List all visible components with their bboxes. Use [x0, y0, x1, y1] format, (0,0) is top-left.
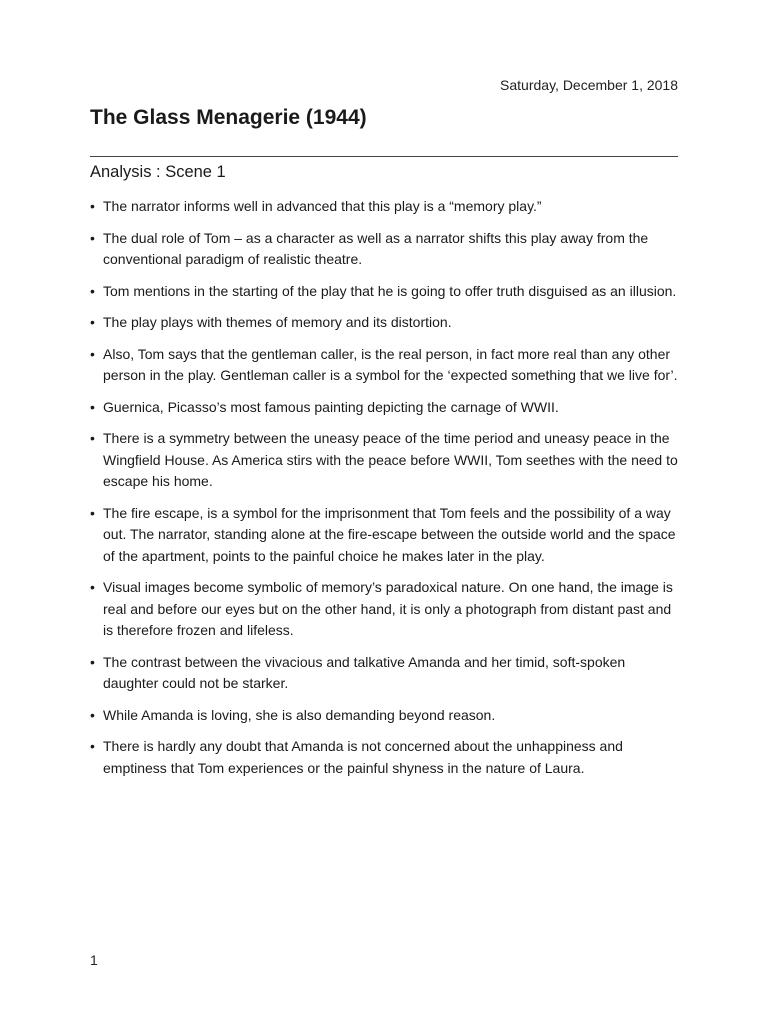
bullet-mark: • [90, 282, 95, 299]
bullet-mark: • [90, 579, 95, 595]
bullet-item [90, 736, 682, 779]
bullet-item [90, 428, 682, 493]
document-title: The Glass Menagerie (1944) [90, 106, 367, 129]
bullet-text: Visual images become symbolic of memory’s paradoxical nature. On one hand, the image is real and before our eyes but on the other hand, it is only a photograph from distant past and is therefore frozen and lifeless. [103, 579, 673, 638]
bullet-text: There is hardly any doubt that Amanda is not concerned about the unhappiness and emptiness that Tom experiences or the painful shyness in the nature of Laura. [103, 738, 623, 776]
bullet-mark: • [90, 430, 95, 446]
bullet-text: The narrator informs well in advanced that this play is a “memory play.” [103, 198, 542, 214]
bullet-text: The dual role of Tom – as a character as well as a narrator shifts this play away from the conventional paradigm of realistic theatre. [103, 229, 649, 267]
bullet-item [90, 344, 682, 387]
document-date: Saturday, December 1, 2018 [500, 77, 678, 93]
bullet-text: The play plays with themes of memory and its distortion. [103, 314, 452, 330]
bullet-list [90, 196, 682, 789]
bullet-text: The fire escape, is a symbol for the imprisonment that Tom feels and the possibility of a way out. The narrator, standing alone at the fire-escape between the outside world and the space of the apartment, points to the painful choice he makes later in the play. [103, 504, 676, 564]
bullet-item [90, 705, 682, 727]
bullet-item [90, 281, 682, 303]
bullet-text: Guernica, Picasso’s most famous painting depicting the carnage of WWII. [103, 398, 559, 415]
bullet-mark: • [90, 706, 95, 723]
bullet-mark: • [90, 738, 95, 754]
bullet-text: Also, Tom says that the gentleman caller, is the real person, in fact more real than any other person in the play. Gentleman caller is a symbol for the ‘expected something that we live for’. [103, 345, 678, 383]
section-header [90, 156, 678, 182]
bullet-mark: • [90, 345, 95, 362]
bullet-mark: • [90, 504, 95, 521]
bullet-item [90, 228, 682, 271]
bullet-mark: • [90, 314, 95, 330]
bullet-text: While Amanda is loving, she is also demanding beyond reason. [103, 706, 496, 723]
section-title: Analysis : Scene 1 [90, 163, 226, 181]
page-number: 1 [90, 952, 98, 968]
bullet-text: The contrast between the vivacious and talkative Amanda and her timid, soft-spoken daughter could not be starker. [103, 653, 626, 691]
bullet-mark: • [90, 653, 95, 670]
bullet-item [90, 312, 682, 334]
bullet-text: There is a symmetry between the uneasy peace of the time period and uneasy peace in the Wingfield House. As America stirs with the peace before WWII, Tom seethes with the need to escape his home. [103, 430, 678, 489]
bullet-item [90, 652, 682, 695]
bullet-item [90, 397, 682, 419]
bullet-item [90, 196, 682, 218]
bullet-item [90, 577, 682, 642]
bullet-text: Tom mentions in the starting of the play that he is going to offer truth disguised as an illusion. [103, 282, 677, 299]
bullet-mark: • [90, 198, 95, 214]
bullet-mark: • [90, 398, 95, 415]
bullet-mark: • [90, 229, 95, 246]
bullet-item [90, 503, 682, 568]
